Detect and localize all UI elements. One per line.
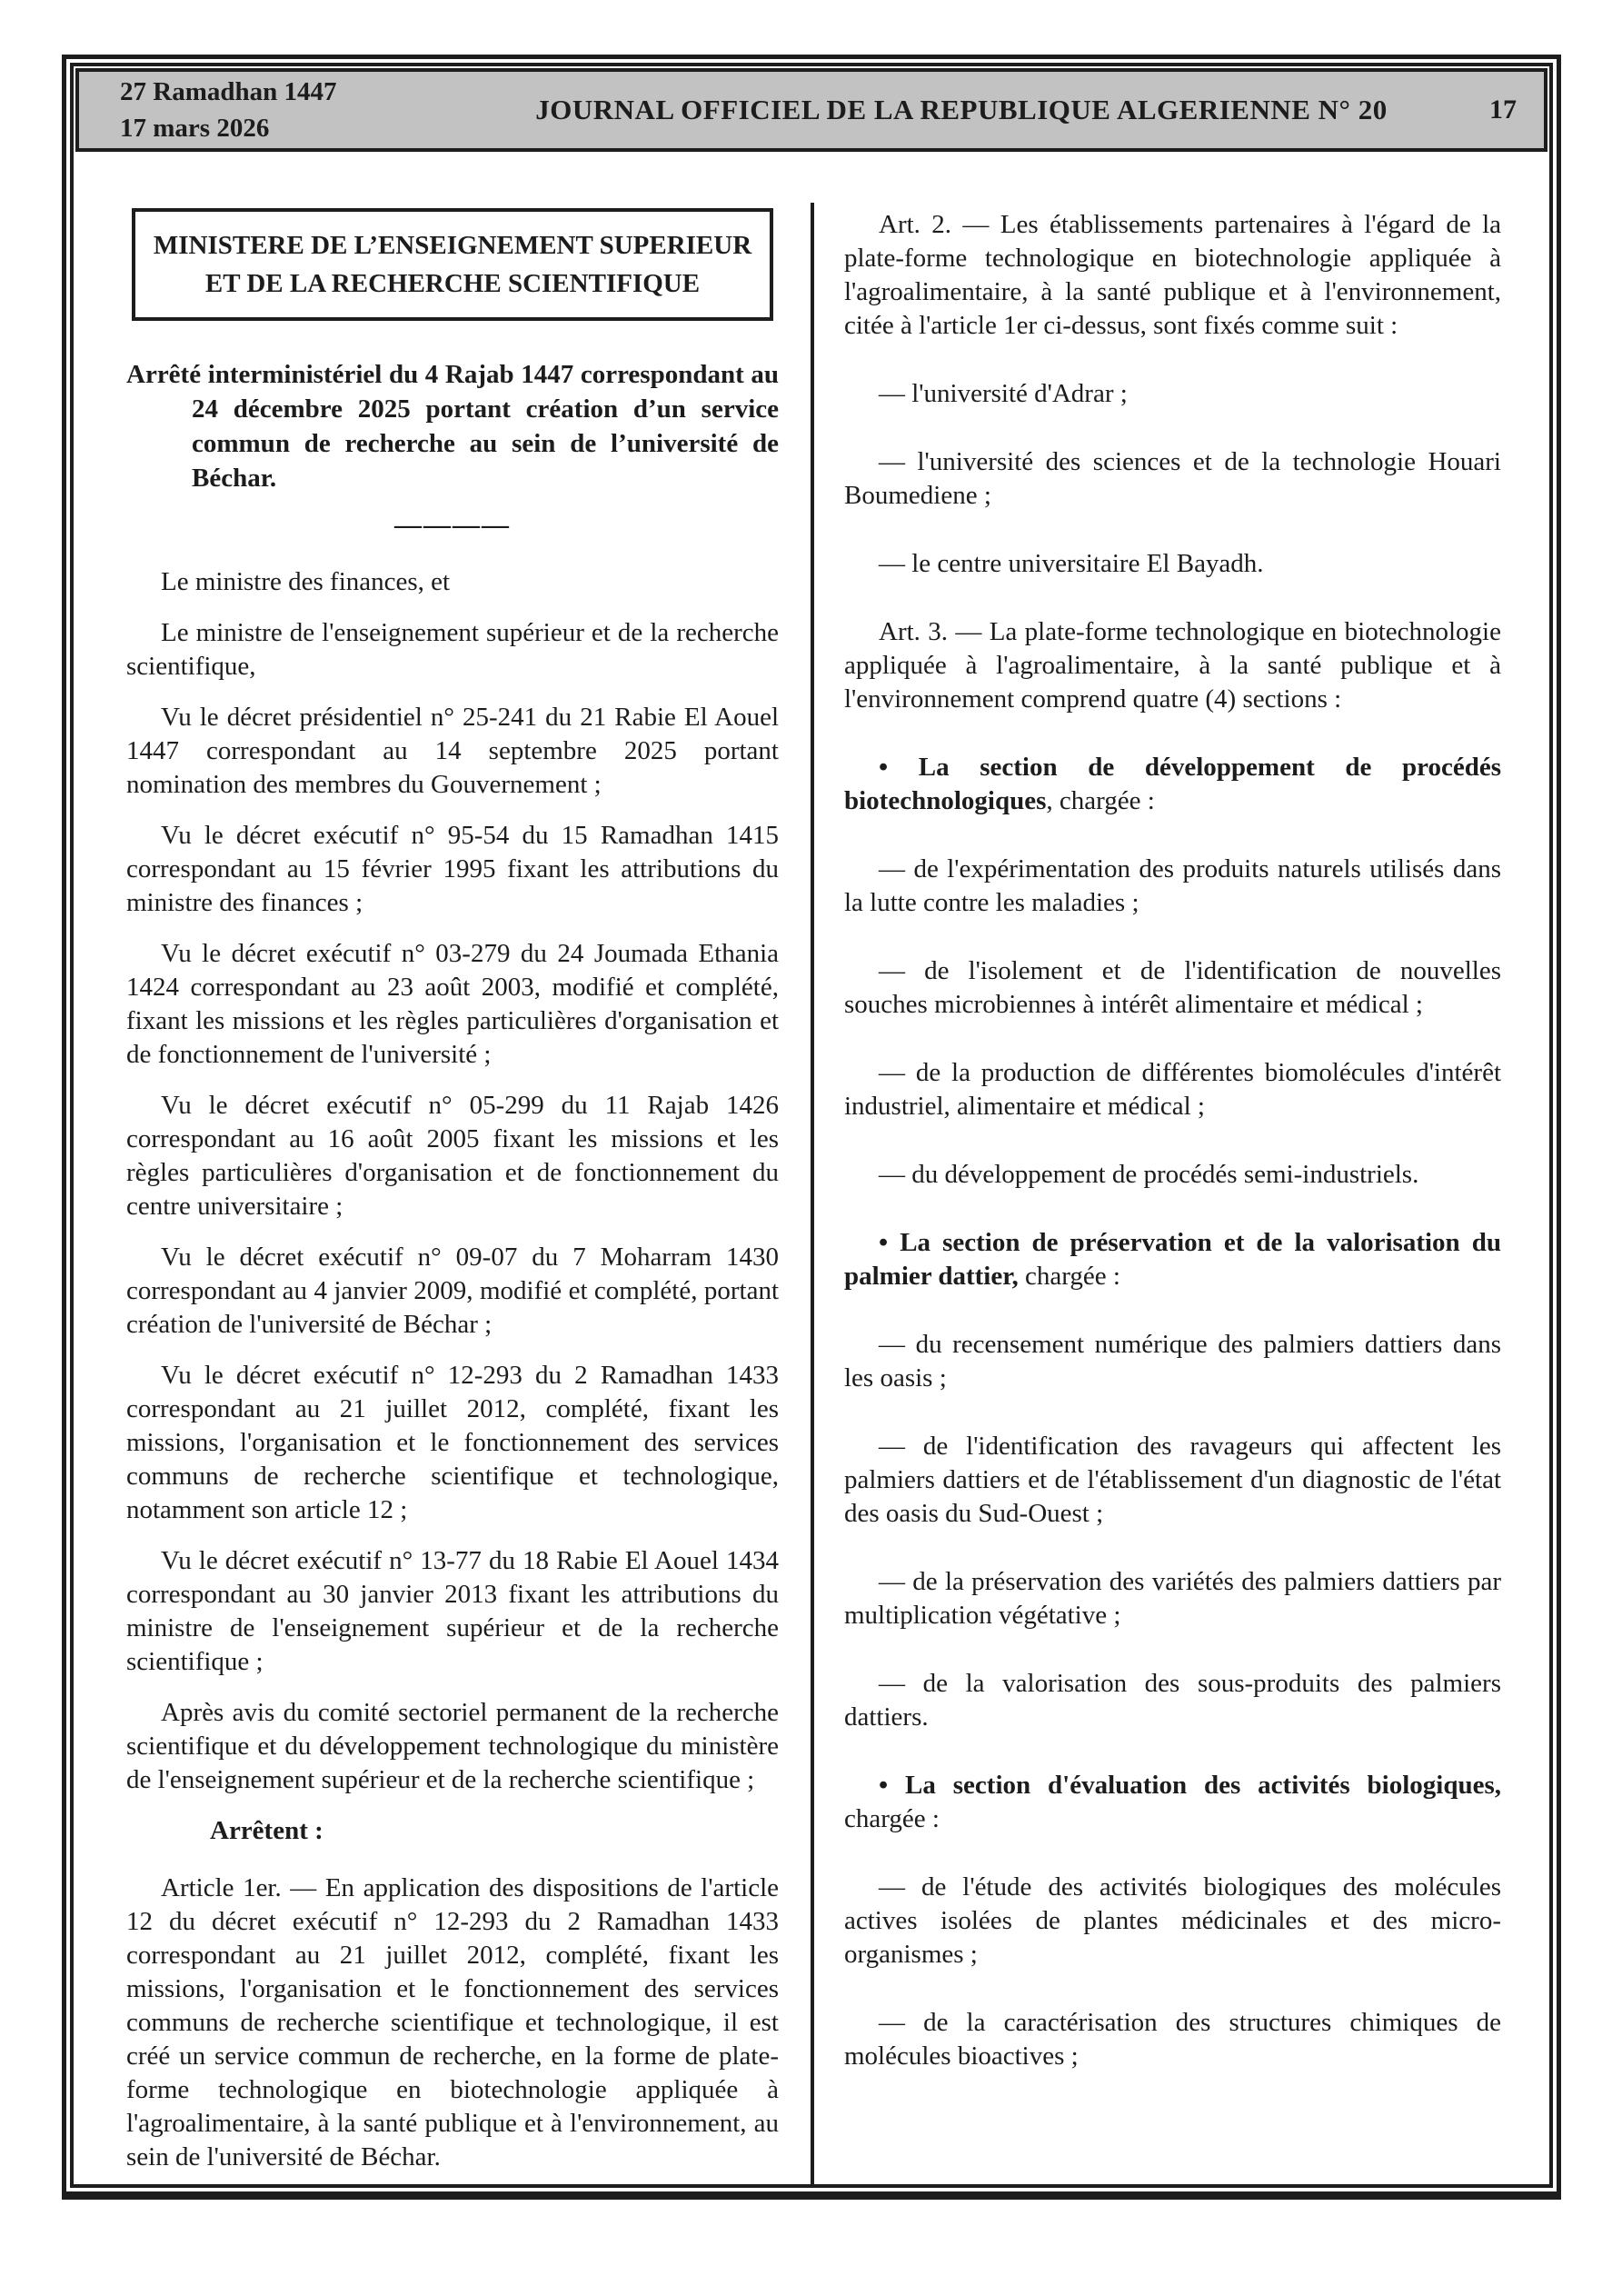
section-task-item: — du développement de procédés semi-industriels. (879, 1160, 1419, 1189)
visa-paragraph: Vu le décret exécutif n° 05-299 du 11 Rajab 1426 correspondant au 16 août 2005 fixant les missions et les règles particulières d'organisation et de fonctionnement du centre universitaire ; (126, 1091, 779, 1221)
ministry-title-line1: MINISTERE DE L’ENSEIGNEMENT SUPERIEUR (153, 231, 752, 260)
left-column (126, 208, 779, 2188)
section-task-item: — de la préservation des variétés des palmiers dattiers par multiplication végétative ; (844, 1567, 1501, 1630)
visa-paragraph: Vu le décret présidentiel n° 25-241 du 21 Rabie El Aouel 1447 correspondant au 14 septembre 2025 portant nomination des membres du Gouvernement ; (126, 703, 779, 799)
visa-paragraph: Vu le décret exécutif n° 13-77 du 18 Rabie El Aouel 1434 correspondant au 30 janvier 2013 fixant les attributions du ministre de l'enseignement supérieur et de la recherche scientifique ; (126, 1546, 779, 1676)
section-task-item: — de l'isolement et de l'identification de nouvelles souches microbiennes à intérêt alimentaire et médical ; (844, 956, 1501, 1019)
ministry-title-line2: ET DE LA RECHERCHE SCIENTIFIQUE (204, 269, 701, 298)
visa-paragraph: Vu le décret exécutif n° 12-293 du 2 Ramadhan 1433 correspondant au 21 juillet 2012, complété, fixant les missions, l'organisation et le fonctionnement des services communs de recherche scientifique et technologique, notamment son article 12 ; (126, 1361, 779, 1524)
journal-header (75, 68, 1547, 152)
section-heading-rest: chargée : (844, 1804, 940, 1833)
article-3-paragraph: Art. 3. — La plate-forme technologique en biotechnologie appliquée à l'agroalimentaire, à la santé publique et à l'environnement comprend quatre (4) sections : (844, 617, 1501, 714)
article-1-paragraph: Article 1er. — En application des dispositions de l'article 12 du décret exécutif n° 12-293 du 2 Ramadhan 1433 correspondant au 21 juillet 2012, complété, fixant les missions, l'organisation et le fonctionnement des services communs de recherche scientifique et technologique, il est créé un service commun de recherche, en la forme de plate-forme technologique en biotechnologie appliquée à l'agroalimentaire, à la santé publique et à l'environnement, au sein de l'université de Béchar. (126, 1873, 779, 2171)
preamble-paragraph: Le ministre de l'enseignement supérieur et de la recherche scientifique, (126, 618, 779, 681)
journal-title: JOURNAL OFFICIEL DE LA REPUBLIQUE ALGERIENNE N° 20 (535, 94, 1388, 125)
section-heading-bold: • La section d'évaluation des activités biologiques, (879, 1771, 1501, 1800)
section-task-item: — de l'expérimentation des produits naturels utilisés dans la lutte contre les maladies ; (844, 854, 1501, 917)
section-heading-bullet (844, 751, 1501, 818)
section-task-item: — du recensement numérique des palmiers dattiers dans les oasis ; (844, 1330, 1501, 1393)
section-task-item: — de l'identification des ravageurs qui affectent les palmiers dattiers et de l'établissement d'un diagnostic de l'état des oasis du Sud-Ouest ; (844, 1432, 1501, 1528)
hijri-date: 27 Ramadhan 1447 (120, 77, 337, 106)
avis-paragraph: Après avis du comité sectoriel permanent de la recherche scientifique et du développement technologique du ministère de l'enseignement supérieur et de la recherche scientifique ; (126, 1698, 779, 1794)
preamble-paragraph: Le ministre des finances, et (161, 567, 451, 596)
section-task-item: — de la caractérisation des structures chimiques de molécules bioactives ; (844, 2008, 1501, 2071)
partner-list-item: — l'université d'Adrar ; (879, 379, 1128, 408)
arretent-heading: Arrêtent : (210, 1816, 323, 1845)
section-task-item: — de la valorisation des sous-produits des palmiers dattiers. (844, 1669, 1501, 1732)
section-heading-rest: chargée : (1018, 1262, 1120, 1291)
section-task-item: — de l'étude des activités biologiques des molécules actives isolées de plantes médicinales et des micro-organismes ; (844, 1872, 1501, 1969)
article-2-paragraph: Art. 2. — Les établissements partenaires à l'égard de la plate-forme technologique en biotechnologie appliquée à l'agroalimentaire, à la santé publique et à l'environnement, citée à l'article 1er ci-dessus, sont fixés comme suit : (844, 210, 1501, 340)
dash-separator: ———— (394, 510, 511, 540)
page-number: 17 (1489, 95, 1517, 125)
section-heading-bullet (844, 1226, 1501, 1293)
ministry-title-box (132, 208, 773, 321)
document-page (62, 55, 1561, 2200)
section-heading-bold: • La section de développement de procédés biotechnologiques (844, 753, 1501, 815)
gregorian-date: 17 mars 2026 (120, 114, 270, 143)
page-inner-border (70, 63, 1553, 2188)
visa-paragraph: Vu le décret exécutif n° 95-54 du 15 Ramadhan 1415 correspondant au 15 février 1995 fixant les attributions du ministre des finances ; (126, 821, 779, 917)
section-task-item: — de la production de différentes biomolécules d'intérêt industriel, alimentaire et médical ; (844, 1058, 1501, 1121)
decree-title-heading: Arrêté interministériel du 4 Rajab 1447 correspondant au 24 décembre 2025 portant création d’un service commun de recherche au sein de l’université de Béchar. (126, 360, 779, 493)
section-heading-bullet (844, 1769, 1501, 1836)
column-divider (811, 203, 814, 2184)
section-heading-bold: • La section de préservation et de la valorisation du palmier dattier, (844, 1228, 1501, 1291)
header-dates (79, 74, 461, 146)
partner-list-item: — le centre universitaire El Bayadh. (879, 549, 1264, 578)
section-heading-rest: , chargée : (1046, 786, 1155, 815)
visa-paragraph: Vu le décret exécutif n° 09-07 du 7 Moharram 1430 correspondant au 4 janvier 2009, modifié et complété, portant création de l'université de Béchar ; (126, 1243, 779, 1339)
partner-list-item: — l'université des sciences et de la technologie Houari Boumediene ; (844, 447, 1501, 510)
right-column (844, 208, 1501, 2108)
visa-paragraph: Vu le décret exécutif n° 03-279 du 24 Joumada Ethania 1424 correspondant au 23 août 2003, modifié et complété, fixant les missions et les règles particulières d'organisation et de fonctionnement de l'université ; (126, 939, 779, 1069)
